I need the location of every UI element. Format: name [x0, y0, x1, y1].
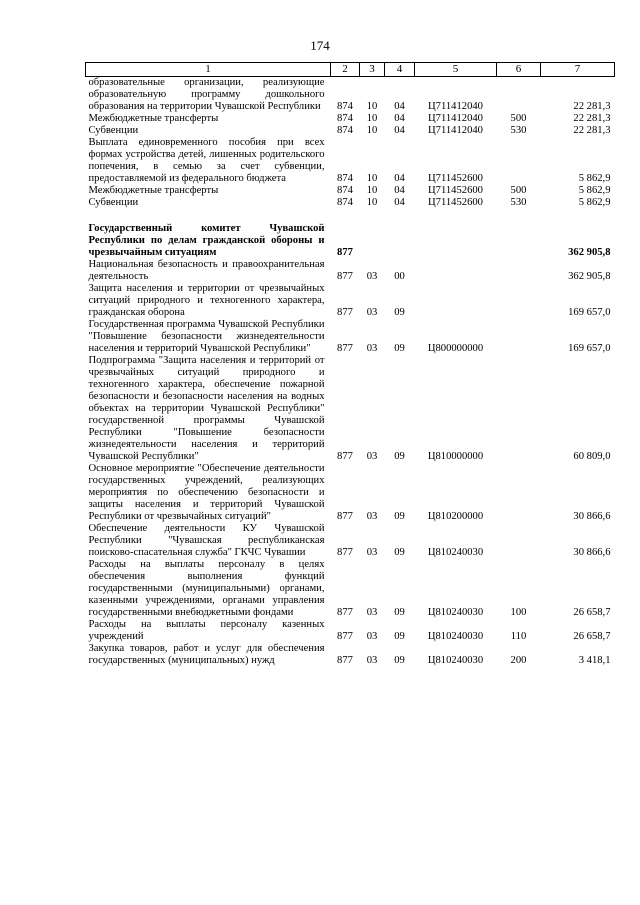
cell-subsection-code: 00	[394, 271, 405, 282]
cell-section-code: 03	[366, 343, 378, 354]
row-name: Обеспечение деятельности КУ Чувашской Республики "Чувашская республиканская поисково-спасательная служба" ГКЧС Чувашии	[88, 523, 325, 558]
table-row	[86, 463, 615, 523]
cell-department-code: 877	[337, 631, 353, 642]
spacer-row	[86, 209, 615, 223]
cell-subsection-code: 09	[394, 343, 405, 354]
cell-amount: 3 418,1	[578, 655, 611, 666]
cell-subsection-code: 04	[394, 101, 405, 112]
cell-target-article: Ц711412040	[428, 101, 483, 112]
row-name: Межбюджетные трансферты	[88, 185, 219, 196]
table-row	[86, 523, 615, 559]
cell-amount: 30 866,6	[573, 511, 611, 522]
row-name: Защита населения и территории от чрезвычайных ситуаций природного и техногенного характера, гражданская оборона	[88, 283, 325, 318]
cell-subsection-code: 09	[394, 511, 405, 522]
table-row	[86, 559, 615, 619]
cell-target-article: Ц810240030	[427, 655, 484, 666]
column-header: 1	[86, 63, 331, 77]
cell-expense-type	[497, 319, 541, 355]
cell-expense-type	[497, 463, 541, 523]
cell-expense-type	[497, 77, 541, 114]
cell-amount: 22 281,3	[573, 125, 611, 136]
cell-amount: 22 281,3	[573, 113, 611, 124]
cell-amount: 22 281,3	[573, 101, 611, 112]
cell-expense-type	[497, 355, 541, 463]
budget-table	[85, 62, 615, 667]
cell-target-article: Ц810240030	[427, 607, 484, 618]
cell-department-code: 877	[337, 547, 353, 558]
cell-target-article	[415, 283, 497, 319]
column-header: 6	[497, 63, 541, 77]
cell-target-article: Ц711452600	[428, 185, 483, 196]
cell-department-code: 874	[337, 197, 353, 208]
cell-department-code: 877	[337, 511, 353, 522]
table-row	[86, 319, 615, 355]
cell-target-article: Ц800000000	[427, 343, 484, 354]
cell-amount: 5 862,9	[578, 197, 611, 208]
cell-department-code: 874	[337, 125, 353, 136]
cell-section-code: 03	[366, 607, 378, 618]
cell-target-article: Ц711412040	[428, 113, 483, 124]
cell-amount: 5 862,9	[578, 185, 611, 196]
cell-department-code: 874	[337, 173, 353, 184]
cell-subsection-code	[385, 223, 415, 259]
cell-department-code: 877	[337, 271, 353, 282]
cell-expense-type: 530	[510, 197, 527, 208]
cell-department-code: 874	[337, 113, 353, 124]
cell-amount: 5 862,9	[578, 173, 611, 184]
table-row	[86, 223, 615, 259]
row-name: образовательные организации, реализующие образовательную программу дошкольного образования на территории Чувашской Республики	[88, 77, 325, 112]
cell-amount: 30 866,6	[573, 547, 611, 558]
cell-target-article: Ц810240030	[427, 631, 484, 642]
cell-amount: 26 658,7	[573, 607, 611, 618]
cell-target-article	[415, 259, 497, 283]
cell-department-code: 877	[337, 451, 353, 462]
cell-expense-type	[497, 137, 541, 185]
cell-target-article: Ц711452600	[428, 173, 483, 184]
cell-subsection-code: 09	[394, 451, 405, 462]
cell-expense-type: 110	[510, 631, 527, 642]
cell-department-code: 877	[337, 607, 353, 618]
cell-department-code: 877	[337, 655, 353, 666]
table-row	[86, 113, 615, 125]
cell-amount: 26 658,7	[573, 631, 611, 642]
cell-department-code: 877	[337, 307, 353, 318]
row-name: Расходы на выплаты персоналу казенных учреждений	[88, 619, 325, 642]
cell-section-code: 10	[366, 101, 378, 112]
table-row	[86, 185, 615, 197]
cell-target-article: Ц810000000	[427, 451, 484, 462]
cell-expense-type: 200	[510, 655, 527, 666]
row-name: Основное мероприятие "Обеспечение деятельности государственных учреждений, реализующих мероприятия по обеспечению безопасности и защиты населения и территорий Чувашской Республики от чрезвычайных ситуаций"	[88, 463, 325, 522]
cell-section-code: 03	[366, 655, 378, 666]
cell-subsection-code: 04	[394, 185, 405, 196]
table-row	[86, 355, 615, 463]
table-row	[86, 125, 615, 137]
cell-target-article: Ц711452600	[428, 197, 483, 208]
cell-target-article: Ц810240030	[427, 547, 484, 558]
column-header: 2	[331, 63, 360, 77]
cell-department-code: 874	[337, 101, 353, 112]
row-name: Межбюджетные трансферты	[88, 113, 219, 124]
column-header: 7	[541, 63, 615, 77]
cell-section-code: 03	[366, 451, 378, 462]
row-name: Субвенции	[88, 125, 139, 136]
cell-expense-type	[497, 283, 541, 319]
cell-section-code: 10	[366, 173, 378, 184]
column-header: 5	[415, 63, 497, 77]
cell-section-code: 03	[366, 271, 378, 282]
cell-target-article: Ц711412040	[428, 125, 483, 136]
table-row	[86, 643, 615, 667]
cell-section-code: 10	[366, 113, 378, 124]
cell-amount: 362 905,8	[568, 247, 611, 258]
cell-target-article: Ц810200000	[427, 511, 484, 522]
cell-subsection-code: 09	[394, 547, 405, 558]
cell-subsection-code: 09	[394, 607, 405, 618]
row-name: Подпрограмма "Защита населения и территорий от чрезвычайных ситуаций природного и техногенного характера, обеспечение пожарной безопасности и безопасности населения на водных объектах на территории Чувашской Республики" государственной программы Чувашской Республики "Повышение безопасности жизнедеятельности населения и территорий Чувашской Республики"	[88, 355, 325, 462]
row-name: Выплата единовременного пособия при всех формах устройства детей, лишенных родительского попечения, в семью за счет субвенции, предоставляемой из федерального бюджета	[88, 137, 325, 184]
cell-subsection-code: 09	[394, 631, 405, 642]
cell-expense-type	[497, 223, 541, 259]
row-name: Государственный комитет Чувашской Республики по делам гражданской обороны и чрезвычайным ситуациям	[88, 223, 325, 258]
cell-amount: 169 657,0	[568, 343, 611, 354]
table-header	[86, 63, 615, 77]
page-number: 174	[310, 38, 330, 53]
cell-section-code	[360, 223, 385, 259]
cell-section-code: 03	[366, 547, 378, 558]
cell-department-code: 877	[337, 343, 353, 354]
table-row	[86, 619, 615, 643]
cell-subsection-code: 04	[394, 113, 405, 124]
cell-department-code: 874	[337, 185, 353, 196]
table-row	[86, 77, 615, 114]
row-name: Закупка товаров, работ и услуг для обеспечения государственных (муниципальных) нужд	[88, 643, 325, 666]
column-header: 4	[385, 63, 415, 77]
row-name: Национальная безопасность и правоохранительная деятельность	[88, 259, 325, 282]
column-header: 3	[360, 63, 385, 77]
row-name: Государственная программа Чувашской Республики "Повышение безопасности жизнедеятельности населения и территорий Чувашской Республики"	[88, 319, 325, 354]
cell-section-code: 03	[366, 307, 378, 318]
table-body	[86, 77, 615, 668]
cell-section-code: 10	[366, 185, 378, 196]
cell-section-code: 10	[366, 125, 378, 136]
cell-expense-type	[497, 523, 541, 559]
cell-section-code: 10	[366, 197, 378, 208]
cell-expense-type: 500	[510, 185, 527, 196]
cell-subsection-code: 09	[394, 307, 405, 318]
table-row	[86, 259, 615, 283]
cell-amount: 362 905,8	[568, 271, 611, 282]
table-row	[86, 283, 615, 319]
table-row	[86, 197, 615, 209]
cell-amount: 60 809,0	[573, 451, 611, 462]
cell-section-code: 03	[366, 511, 378, 522]
cell-target-article	[415, 223, 497, 259]
row-name: Расходы на выплаты персоналу в целях обеспечения выполнения функций государственными (муниципальными) органами, казенными учреждениями, органами управления государственными внебюджетными фондами	[88, 559, 325, 618]
cell-expense-type	[497, 259, 541, 283]
cell-subsection-code: 04	[394, 197, 405, 208]
cell-expense-type: 530	[510, 125, 527, 136]
cell-subsection-code: 04	[394, 125, 405, 136]
cell-expense-type: 100	[510, 607, 527, 618]
cell-subsection-code: 09	[394, 655, 405, 666]
cell-amount: 169 657,0	[568, 307, 611, 318]
cell-section-code: 03	[366, 631, 378, 642]
cell-expense-type: 500	[510, 113, 527, 124]
cell-department-code: 877	[337, 247, 353, 258]
cell-subsection-code: 04	[394, 173, 405, 184]
row-name: Субвенции	[88, 197, 139, 208]
table-row	[86, 137, 615, 185]
